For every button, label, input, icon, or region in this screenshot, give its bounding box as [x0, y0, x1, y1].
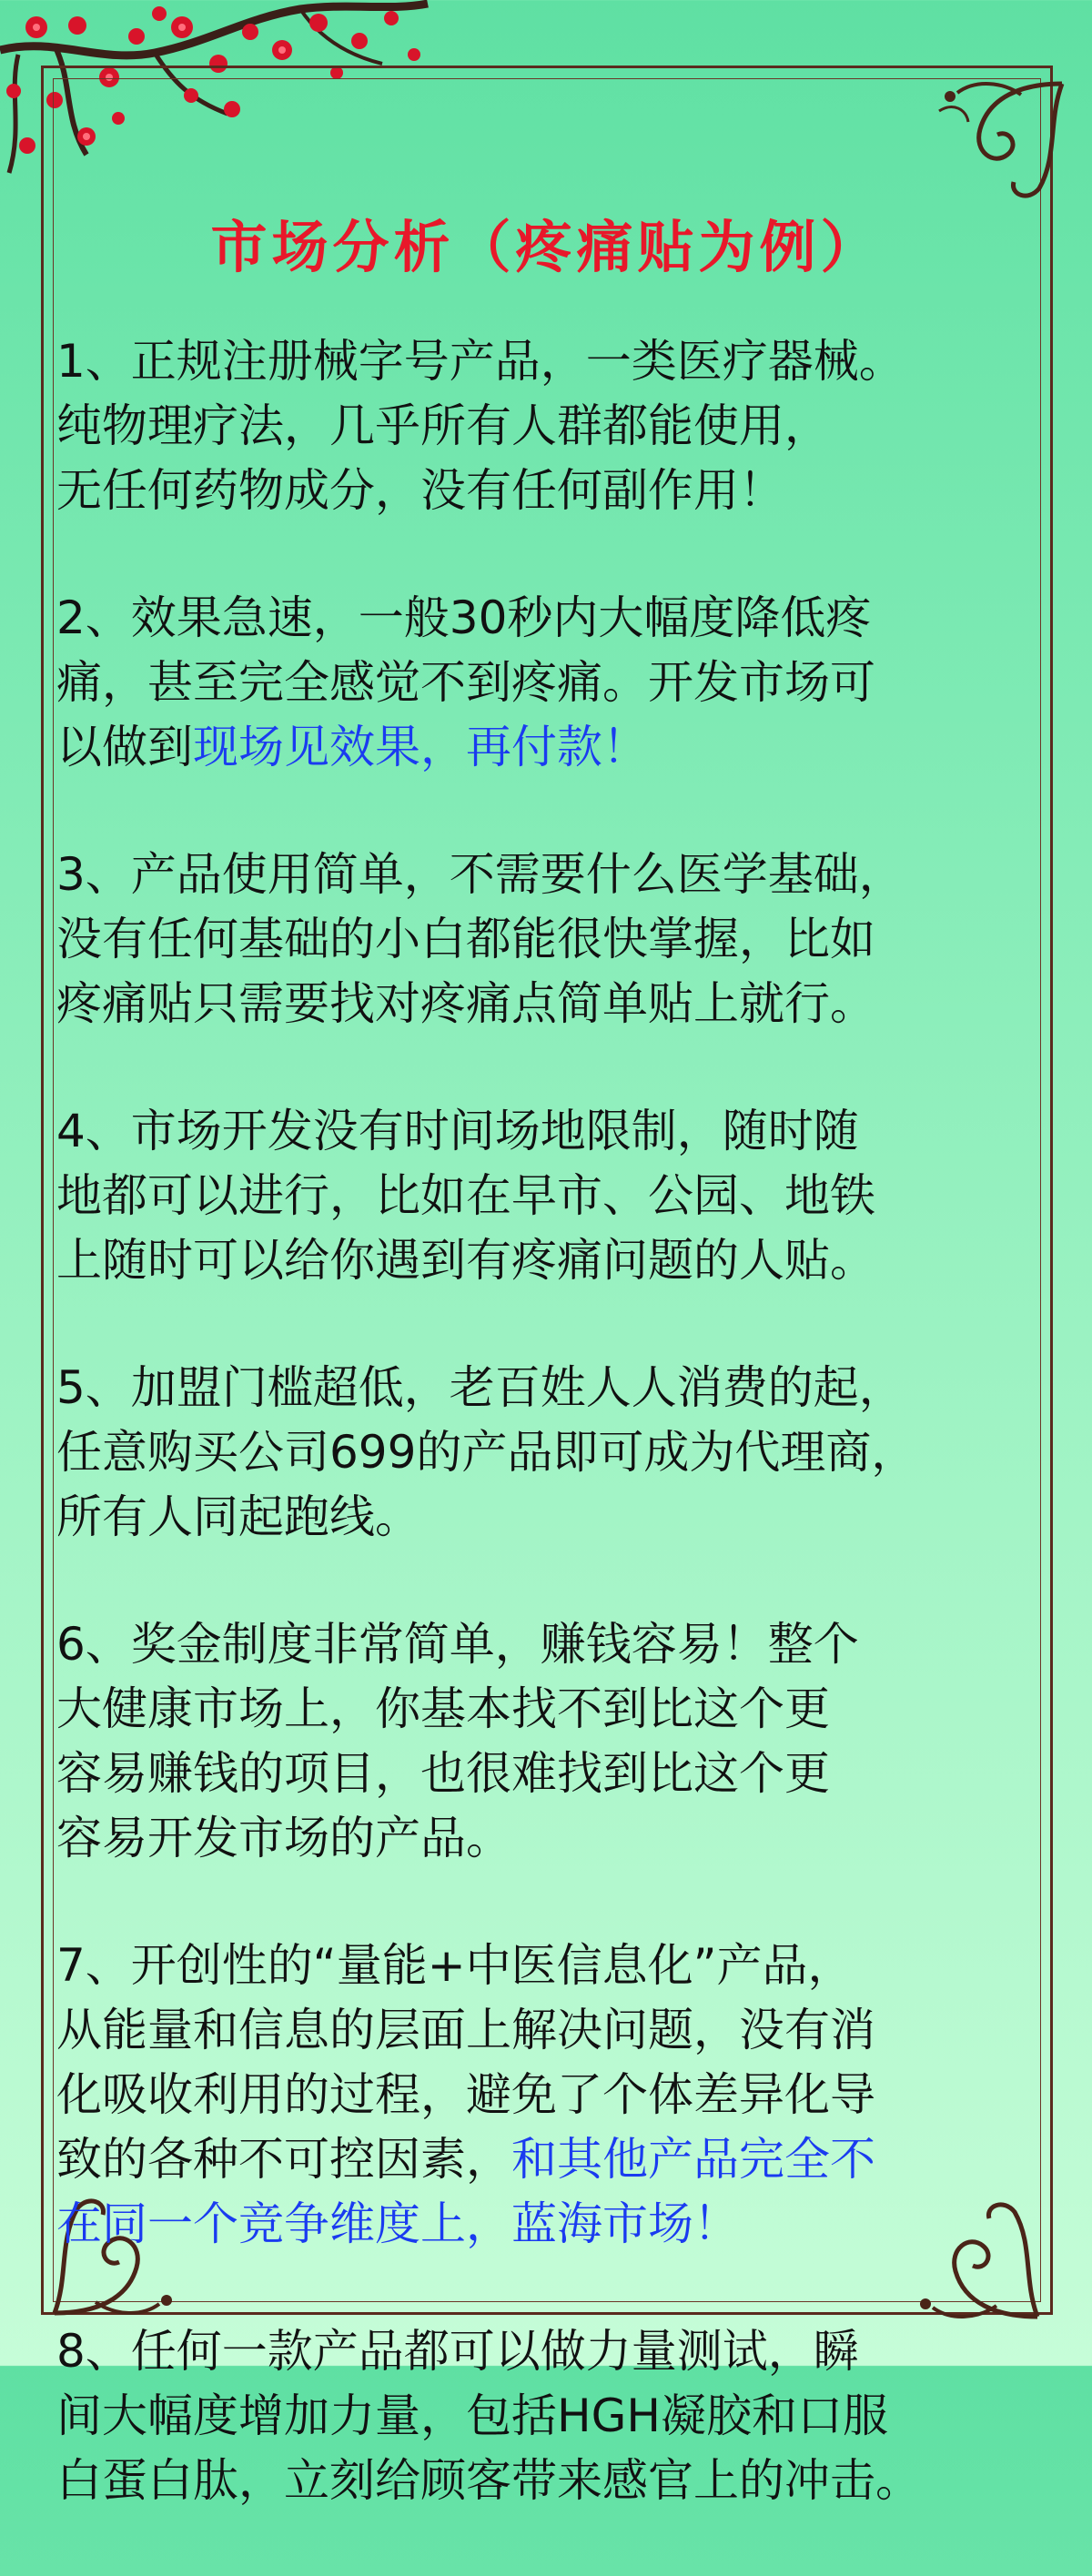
corner-ornament-top-right: [903, 75, 1067, 202]
body-text: 容易赚钱的项目，也很难找到比这个更: [56, 1747, 830, 1800]
body-text: 化吸收利用的过程，避免了个体差异化导: [56, 2068, 875, 2121]
body-text: 地都可以进行，比如在早市、公园、地铁: [56, 1169, 875, 1222]
text-line: [56, 2449, 1044, 2513]
list-item: [56, 1099, 1044, 1293]
body-text: 无任何药物成分，没有任何副作用！: [56, 464, 784, 517]
text-line: [56, 394, 1044, 459]
text-line: [56, 907, 1044, 972]
text-line: [56, 1420, 1044, 1485]
text-line: [56, 1485, 1044, 1550]
text-line: [56, 1164, 1044, 1228]
list-item: [56, 843, 1044, 1036]
text-line: [56, 329, 1044, 394]
text-line: [56, 1356, 1044, 1420]
text-line: [56, 1099, 1044, 1164]
body-text: 1、正规注册械字号产品，一类医疗器械。: [56, 335, 905, 388]
text-line: [56, 1612, 1044, 1677]
body-text: 5、加盟门槛超低，老百姓人人消费的起，: [56, 1361, 905, 1414]
text-line: [56, 2384, 1044, 2449]
page-title: 市场分析（疼痛贴为例）: [210, 214, 882, 280]
list-item: [56, 1934, 1044, 2257]
body-text: 8、任何一款产品都可以做力量测试，瞬: [56, 2325, 859, 2378]
body-text: 大健康市场上，你基本找不到比这个更: [56, 1682, 830, 1735]
list-item: [56, 586, 1044, 780]
text-line: [56, 2127, 1044, 2192]
body-text: 4、市场开发没有时间场地限制，随时随: [56, 1105, 859, 1157]
body-text: 致的各种不可控因素，: [56, 2133, 511, 2186]
text-line: [56, 1934, 1044, 1998]
text-line: [56, 1742, 1044, 1806]
body-text: 纯物理疗法，几乎所有人群都能使用，: [56, 399, 830, 452]
text-line: [56, 2063, 1044, 2127]
body-text: 所有人同起跑线。: [56, 1490, 420, 1543]
list-item: [56, 1612, 1044, 1871]
list-item: [56, 329, 1044, 523]
body-text: 容易开发市场的产品。: [56, 1812, 511, 1864]
text-line: [56, 843, 1044, 907]
text-line: [56, 459, 1044, 523]
analysis-list: [56, 329, 1044, 2576]
list-item: [56, 1356, 1044, 1550]
highlight-text: 在同一个竞争维度上，蓝海市场！: [56, 2197, 739, 2250]
body-text: 间大幅度增加力量，包括HGH凝胶和口服: [56, 2389, 888, 2442]
body-text: 以做到: [56, 721, 193, 773]
body-text: 白蛋白肽，立刻给顾客带来感官上的冲击。: [56, 2454, 921, 2507]
body-text: 6、奖金制度非常简单，赚钱容易！整个: [56, 1618, 859, 1671]
body-text: 从能量和信息的层面上解决问题，没有消: [56, 2004, 875, 2056]
body-text: 7、开创性的“量能+中医信息化”产品，: [56, 1939, 854, 1992]
text-line: [56, 1806, 1044, 1871]
highlight-text: 和其他产品完全不: [511, 2133, 875, 2186]
text-line: [56, 1998, 1044, 2063]
body-text: 疼痛贴只需要找对疼痛点简单贴上就行。: [56, 977, 875, 1030]
body-text: 任意购买公司699的产品即可成为代理商，: [56, 1426, 917, 1479]
body-text: 3、产品使用简单，不需要什么医学基础，: [56, 848, 905, 901]
text-line: [56, 972, 1044, 1036]
body-text: 痛，甚至完全感觉不到疼痛。开发市场可: [56, 656, 875, 709]
body-text: 2、效果急速，一般30秒内大幅度降低疼: [56, 591, 872, 644]
text-line: [56, 2319, 1044, 2384]
text-line: [56, 1228, 1044, 1293]
text-line: [56, 586, 1044, 651]
text-line: [56, 715, 1044, 780]
body-text: 没有任何基础的小白都能很快掌握，比如: [56, 913, 875, 965]
list-item: [56, 2319, 1044, 2513]
body-text: 上随时可以给你遇到有疼痛问题的人贴。: [56, 1234, 875, 1287]
highlight-text: 现场见效果，再付款！: [193, 721, 648, 773]
text-line: [56, 1677, 1044, 1742]
text-line: [56, 651, 1044, 715]
text-line: [56, 2192, 1044, 2257]
